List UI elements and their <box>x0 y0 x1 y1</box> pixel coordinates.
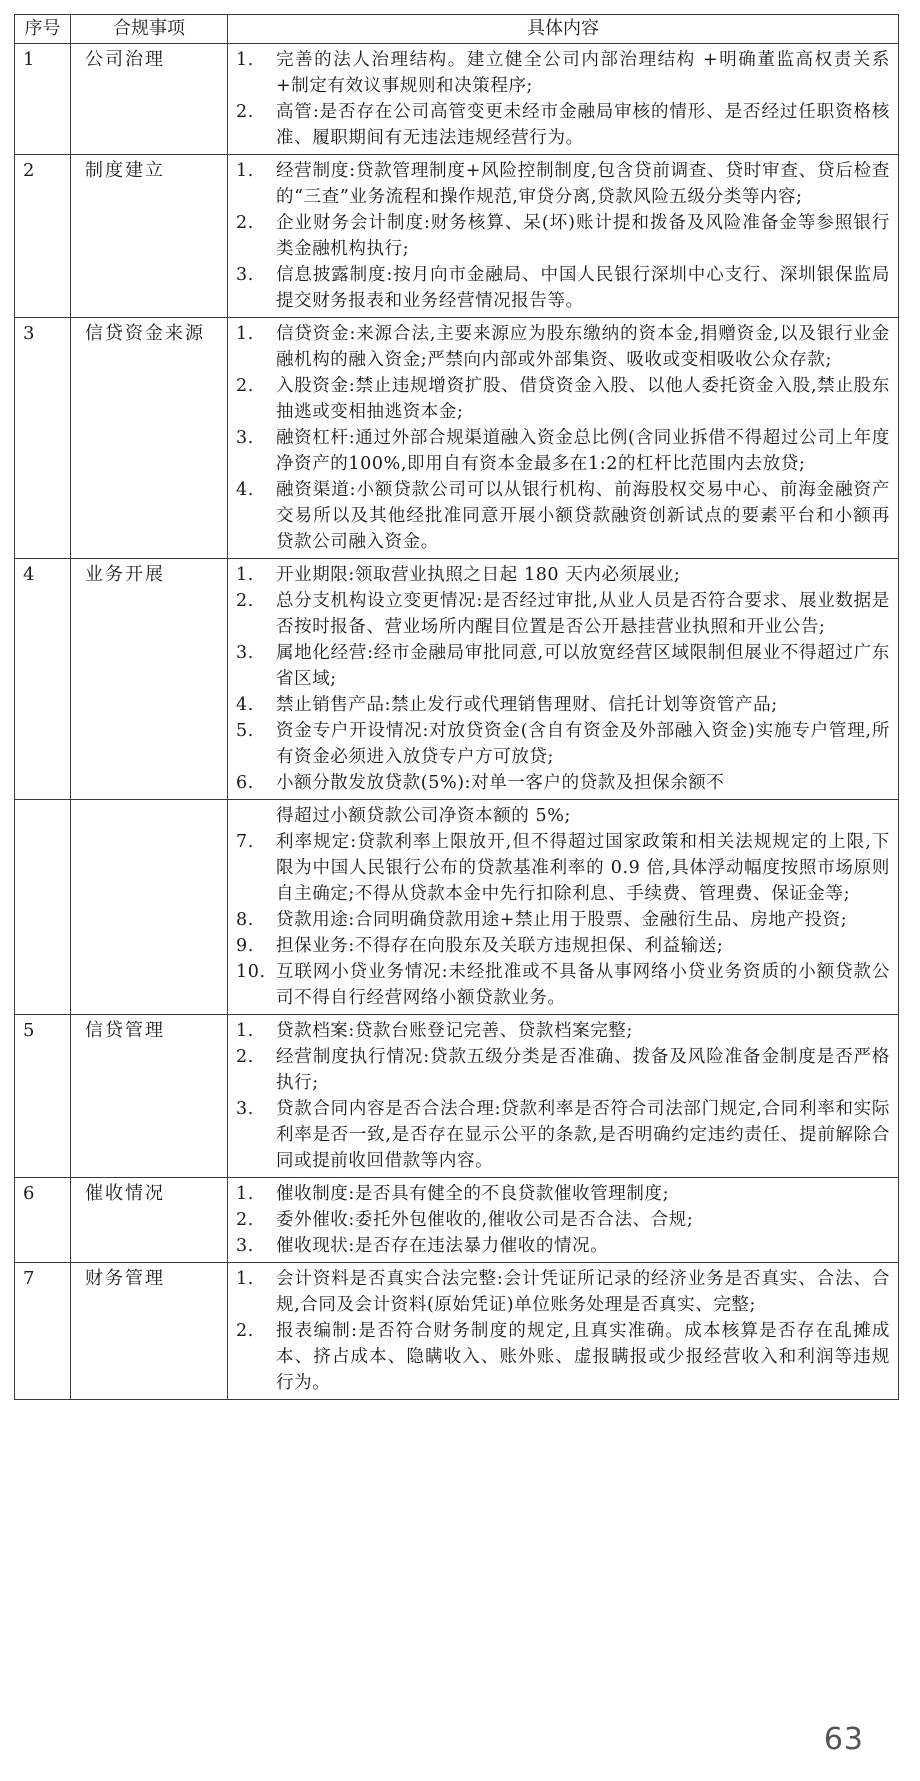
item-text: 入股资金:禁止违规增资扩股、借贷资金入股、以他人委托资金入股,禁止股东抽逃或变相抽逃资本金; <box>276 376 890 422</box>
item-text: 经营制度:贷款管理制度+风险控制制度,包含贷前调查、贷时审查、贷后检查的“三查”业务流程和操作规范,审贷分离,贷款风险五级分类等内容; <box>276 161 890 207</box>
content-list <box>236 562 890 796</box>
list-item <box>236 262 890 314</box>
list-item <box>236 562 890 588</box>
content-list <box>236 1018 890 1174</box>
compliance-topic: 信贷资金来源 <box>71 318 228 559</box>
item-text: 总分支机构设立变更情况:是否经过审批,从业人员是否符合要求、展业数据是否按时报备、营业场所内醒目位置是否公开悬挂营业执照和开业公告; <box>276 591 890 637</box>
row-number: 5 <box>15 1015 71 1178</box>
item-number: 1. <box>236 1269 254 1289</box>
item-number: 2. <box>236 591 254 611</box>
list-item <box>236 1207 890 1233</box>
item-text: 互联网小贷业务情况:未经批准或不具备从事网络小贷业务资质的小额贷款公司不得自行经营网络小额贷款业务。 <box>276 962 890 1008</box>
item-number: 1. <box>236 161 254 181</box>
item-number: 1. <box>236 565 254 585</box>
header-topic: 合规事项 <box>71 15 228 44</box>
list-item <box>236 99 890 151</box>
item-text: 信贷资金:来源合法,主要来源应为股东缴纳的资本金,捐赠资金,以及银行业金融机构的融入资金;严禁向内部或外部集资、吸收或变相吸收公众存款; <box>276 324 890 370</box>
row-number <box>15 800 71 1015</box>
compliance-topic: 催收情况 <box>71 1178 228 1263</box>
item-text: 高管:是否存在公司高管变更未经市金融局审核的情形、是否经过任职资格核准、履职期间有无违法违规经营行为。 <box>276 102 890 148</box>
compliance-topic <box>71 800 228 1015</box>
compliance-content <box>228 800 899 1015</box>
item-text: 担保业务:不得存在向股东及关联方违规担保、利益输送; <box>276 936 724 956</box>
item-number: 2. <box>236 102 254 122</box>
header-content: 具体内容 <box>228 15 899 44</box>
content-list <box>236 321 890 555</box>
item-text: 委外催收:委托外包催收的,催收公司是否合法、合规; <box>276 1210 694 1230</box>
compliance-content <box>228 318 899 559</box>
item-number: 2. <box>236 213 254 233</box>
content-list <box>236 803 890 1011</box>
table-row <box>15 1263 899 1400</box>
table-row <box>15 318 899 559</box>
compliance-topic: 财务管理 <box>71 1263 228 1400</box>
list-item <box>236 158 890 210</box>
table-row <box>15 44 899 155</box>
item-text: 融资杠杆:通过外部合规渠道融入资金总比例(含同业拆借不得超过公司上年度净资产的100%,即用自有资本金最多在1:2的杠杆比范围内去放贷; <box>276 428 890 474</box>
list-item <box>236 477 890 555</box>
list-item <box>236 210 890 262</box>
item-number: 2. <box>236 1210 254 1230</box>
item-text: 资金专户开设情况:对放贷资金(含自有资金及外部融入资金)实施专户管理,所有资金必须进入放贷专户方可放贷; <box>276 721 890 767</box>
item-number: 1. <box>236 324 254 344</box>
content-list <box>236 1181 890 1259</box>
item-text: 禁止销售产品:禁止发行或代理销售理财、信托计划等资管产品; <box>276 695 778 715</box>
list-item <box>236 692 890 718</box>
item-text: 得超过小额贷款公司净资本额的 5%; <box>276 806 572 826</box>
row-number: 2 <box>15 155 71 318</box>
list-item <box>236 425 890 477</box>
item-text: 属地化经营:经市金融局审批同意,可以放宽经营区域限制但展业不得超过广东省区域; <box>276 643 890 689</box>
item-text: 小额分散发放贷款(5%):对单一客户的贷款及担保余额不 <box>276 773 725 793</box>
list-item <box>236 588 890 640</box>
item-text: 融资渠道:小额贷款公司可以从银行机构、前海股权交易中心、前海金融资产交易所以及其他经批准同意开展小额贷款融资创新试点的要素平台和小额再贷款公司融入资金。 <box>276 480 890 552</box>
table-body <box>15 44 899 1400</box>
item-number: 5. <box>236 721 254 741</box>
list-item <box>236 1233 890 1259</box>
list-item <box>236 640 890 692</box>
item-text: 经营制度执行情况:贷款五级分类是否准确、拨备及风险准备金制度是否严格执行; <box>276 1047 890 1093</box>
item-number: 10. <box>236 962 266 982</box>
item-text: 报表编制:是否符合财务制度的规定,且真实准确。成本核算是否存在乱摊成本、挤占成本、隐瞒收入、账外账、虚报瞒报或少报经营收入和利润等违规行为。 <box>276 1321 890 1393</box>
list-item <box>236 47 890 99</box>
item-number: 3. <box>236 1099 254 1119</box>
item-number: 9. <box>236 936 254 956</box>
item-number: 3. <box>236 428 254 448</box>
compliance-content <box>228 44 899 155</box>
list-item <box>236 373 890 425</box>
item-text: 催收现状:是否存在违法暴力催收的情况。 <box>276 1236 609 1256</box>
item-number: 7. <box>236 832 254 852</box>
list-item <box>236 770 890 796</box>
item-number: 2. <box>236 1321 254 1341</box>
list-item <box>236 803 890 829</box>
item-number: 4. <box>236 695 254 715</box>
item-number: 3. <box>236 265 254 285</box>
item-text: 完善的法人治理结构。建立健全公司内部治理结构 +明确董监高权责关系+制定有效议事规则和决策程序; <box>276 50 890 96</box>
list-item <box>236 1096 890 1174</box>
list-item <box>236 933 890 959</box>
list-item <box>236 1018 890 1044</box>
item-text: 信息披露制度:按月向市金融局、中国人民银行深圳中心支行、深圳银保监局提交财务报表和业务经营情况报告等。 <box>276 265 890 311</box>
compliance-content <box>228 155 899 318</box>
table-row <box>15 155 899 318</box>
list-item <box>236 1266 890 1318</box>
list-item <box>236 829 890 907</box>
item-number: 6. <box>236 773 254 793</box>
compliance-table <box>14 14 899 1400</box>
list-item <box>236 321 890 373</box>
item-text: 会计资料是否真实合法完整:会计凭证所记录的经济业务是否真实、合法、合规,合同及会计资料(原始凭证)单位账务处理是否真实、完整; <box>276 1269 890 1315</box>
compliance-content <box>228 559 899 800</box>
page-number: 63 <box>823 1722 864 1757</box>
compliance-topic: 信贷管理 <box>71 1015 228 1178</box>
table-header-row <box>15 15 899 44</box>
item-number: 3. <box>236 1236 254 1256</box>
item-text: 贷款用途:合同明确贷款用途+禁止用于股票、金融衍生品、房地产投资; <box>276 910 848 930</box>
row-number: 4 <box>15 559 71 800</box>
content-list <box>236 1266 890 1396</box>
row-number: 1 <box>15 44 71 155</box>
row-number: 6 <box>15 1178 71 1263</box>
item-number: 2. <box>236 1047 254 1067</box>
compliance-topic: 公司治理 <box>71 44 228 155</box>
item-number: 2. <box>236 376 254 396</box>
content-list <box>236 158 890 314</box>
compliance-content <box>228 1178 899 1263</box>
table-row <box>15 1178 899 1263</box>
compliance-topic: 业务开展 <box>71 559 228 800</box>
item-number: 1. <box>236 50 254 70</box>
item-number: 1. <box>236 1021 254 1041</box>
compliance-topic: 制度建立 <box>71 155 228 318</box>
table-row <box>15 1015 899 1178</box>
list-item <box>236 907 890 933</box>
compliance-content <box>228 1263 899 1400</box>
list-item <box>236 959 890 1011</box>
item-text: 利率规定:贷款利率上限放开,但不得超过国家政策和相关法规规定的上限,下限为中国人民银行公布的贷款基准利率的 0.9 倍,具体浮动幅度按照市场原则自主确定;不得从贷款本金中先行扣除利息、手续费、管理费、保证金等; <box>276 832 890 904</box>
item-number: 3. <box>236 643 254 663</box>
item-text: 催收制度:是否具有健全的不良贷款催收管理制度; <box>276 1184 670 1204</box>
row-number: 3 <box>15 318 71 559</box>
item-text: 企业财务会计制度:财务核算、呆(坏)账计提和拨备及风险准备金等参照银行类金融机构执行; <box>276 213 890 259</box>
content-list <box>236 47 890 151</box>
list-item <box>236 718 890 770</box>
list-item <box>236 1181 890 1207</box>
list-item <box>236 1044 890 1096</box>
item-text: 开业期限:领取营业执照之日起 180 天内必须展业; <box>276 565 681 585</box>
item-number: 1. <box>236 1184 254 1204</box>
table-row <box>15 559 899 800</box>
row-number: 7 <box>15 1263 71 1400</box>
item-text: 贷款合同内容是否合法合理:贷款利率是否符合司法部门规定,合同利率和实际利率是否一致,是否存在显示公平的条款,是否明确约定违约责任、提前解除合同或提前收回借款等内容。 <box>276 1099 890 1171</box>
header-no: 序号 <box>15 15 71 44</box>
compliance-content <box>228 1015 899 1178</box>
item-number: 8. <box>236 910 254 930</box>
table-row <box>15 800 899 1015</box>
item-text: 贷款档案:贷款台账登记完善、贷款档案完整; <box>276 1021 633 1041</box>
list-item <box>236 1318 890 1396</box>
item-number: 4. <box>236 480 254 500</box>
